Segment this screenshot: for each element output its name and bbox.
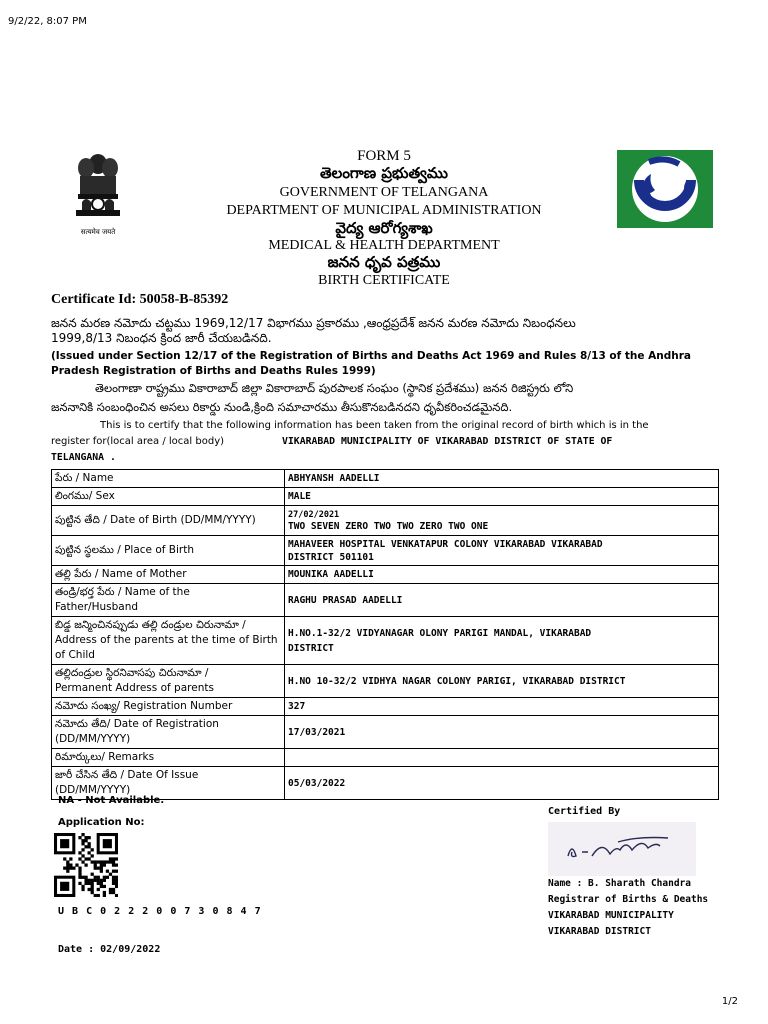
row-label-line-1: నమోదు తేది/ Date of Registration xyxy=(55,718,219,730)
qr-code-icon xyxy=(54,833,118,897)
local-body-name: VIKARABAD MUNICIPALITY OF VIKARABAD DISTRICT OF STATE OF xyxy=(282,436,613,447)
row-value: MOUNIKA AADELLI xyxy=(285,566,719,584)
issued-under-statement: (Issued under Section 12/17 of the Registration of Births and Deaths Act 1969 and Rules 8/13 of the Andhra Pradesh Registration of Births and Deaths Rules 1999) xyxy=(51,350,691,377)
dob-words: TWO SEVEN ZERO TWO TWO ZERO TWO ONE xyxy=(288,520,489,532)
row-label: నమోదు సంఖ్య/ Registration Number xyxy=(52,698,285,716)
table-row xyxy=(52,566,719,584)
table-row xyxy=(52,749,719,767)
telugu-intro-line-1: జనన మరణ నమోదు చట్టము 1969,12/17 విభాగము ప్రకారము ,ఆంధ్రప్రదేశ్ జనన మరణ నమోదు నిబంధనలు xyxy=(51,316,576,330)
telugu-certify-line-2: జననానికి సంబంధించిన అసలు రికార్డు నుండి,క్రింది సమాచారము తీసుకొనబడినదని ధృవీకరించడమైనది. xyxy=(51,400,513,414)
row-label: రిమార్కులు/ Remarks xyxy=(52,749,285,767)
row-value: RAGHU PRASAD AADELLI xyxy=(285,584,719,617)
application-no-label: Application No: xyxy=(58,817,145,828)
row-label: పుట్టిన స్థలము / Place of Birth xyxy=(52,536,285,566)
table-row xyxy=(52,488,719,506)
table-row xyxy=(52,698,719,716)
row-label-line-2: (DD/MM/YYYY) xyxy=(55,733,131,745)
telugu-health-title: వైద్య ఆరోగ్యశాఖ xyxy=(335,219,433,237)
row-label-line-2: Father/Husband xyxy=(55,601,139,613)
row-value: 17/03/2021 xyxy=(285,716,719,749)
table-row xyxy=(52,584,719,617)
page-number: 1/2 xyxy=(721,996,738,1007)
row-label-line-2: Address of the parents at the time of Birth xyxy=(55,634,278,646)
birth-address-line-1: H.NO.1-32/2 VIDYANAGAR OLONY PARIGI MANDAL, VIKARABAD xyxy=(288,627,592,639)
registrar-title: Registrar of Births & Deaths xyxy=(548,894,709,905)
row-label-line-3: of Child xyxy=(55,649,95,661)
certify-text-line-1: This is to certify that the following information has been taken from the original record of birth which is in the xyxy=(100,420,649,431)
row-label-line-2: Permanent Address of parents xyxy=(55,682,214,694)
row-label xyxy=(52,716,285,749)
row-label xyxy=(52,665,285,698)
table-row xyxy=(52,506,719,536)
row-value: ABHYANSH AADELLI xyxy=(285,470,719,488)
telugu-certificate-title: జనన ధృవ పత్రము xyxy=(327,253,441,271)
table-row xyxy=(52,617,719,665)
row-label-line-1: తల్లిదండ్రుల స్థిరనివాసపు చిరునామా / xyxy=(55,667,209,679)
place-line-1: MAHAVEER HOSPITAL VENKATAPUR COLONY VIKARABAD VIKARABAD xyxy=(288,538,603,550)
emblem-motto: सत्यमेव जयते xyxy=(80,228,116,236)
row-label-line-2: (DD/MM/YYYY) xyxy=(55,784,131,796)
registrar-municipality: VIKARABAD MUNICIPALITY xyxy=(548,910,674,921)
govt-title: GOVERNMENT OF TELANGANA xyxy=(279,185,489,200)
birth-address-line-2: DISTRICT xyxy=(288,642,334,654)
row-value: H.NO 10-32/2 VIDHYA NAGAR COLONY PARIGI, VIKARABAD DISTRICT xyxy=(285,665,719,698)
row-label: లింగము/ Sex xyxy=(52,488,285,506)
telugu-intro-line-2: 1999,8/13 నిబంధన క్రింద జారీ చేయబడినది. xyxy=(51,331,272,345)
row-label xyxy=(52,617,285,665)
row-label: పుట్టిన తేది / Date of Birth (DD/MM/YYYY) xyxy=(52,506,285,536)
dob-numeric: 27/02/2021 xyxy=(288,509,340,520)
row-value xyxy=(285,506,719,536)
row-value: MALE xyxy=(285,488,719,506)
row-value xyxy=(285,749,719,767)
table-row xyxy=(52,470,719,488)
signature-image xyxy=(548,822,696,876)
health-department-title: MEDICAL & HEALTH DEPARTMENT xyxy=(268,238,500,253)
local-body-state: TELANGANA . xyxy=(51,452,116,463)
row-label-line-1: జారీ చేసిన తేది / Date Of Issue xyxy=(55,769,199,781)
registrar-district: VIKARABAD DISTRICT xyxy=(548,926,651,937)
certify-text-line-2: register for(local area / local body) xyxy=(51,436,225,447)
row-label-line-1: బిడ్డ జన్మించినప్పుడు తల్లి దండ్రుల చిరునామా / xyxy=(55,619,246,631)
table-row xyxy=(52,716,719,749)
na-note: NA - Not Available. xyxy=(58,795,165,806)
row-value: 05/03/2022 xyxy=(285,767,719,800)
row-label: పేరు / Name xyxy=(52,470,285,488)
telugu-certify-line-1: తెలంగాణా రాష్ట్రము వికారాబాద్ జిల్లా వికారాబాద్ పురపాలక సంఘం (స్థానిక ప్రదేశము) జనన రిజిస్ట్రరు లోని xyxy=(95,381,574,395)
row-value xyxy=(285,617,719,665)
print-datetime: 9/2/22, 8:07 PM xyxy=(8,16,87,27)
table-row xyxy=(52,665,719,698)
certificate-id: Certificate Id: 50058-B-85392 xyxy=(51,292,229,307)
table-row xyxy=(52,536,719,566)
birth-details-table xyxy=(51,469,719,800)
row-label xyxy=(52,584,285,617)
issue-date: Date : 02/09/2022 xyxy=(58,944,161,955)
department-title: DEPARTMENT OF MUNICIPAL ADMINISTRATION xyxy=(226,203,542,218)
certificate-title: BIRTH CERTIFICATE xyxy=(318,273,450,288)
row-value: 327 xyxy=(285,698,719,716)
registrar-name: Name : B. Sharath Chandra xyxy=(548,878,691,889)
application-number: U B C 0 2 2 2 0 0 7 3 0 8 4 7 xyxy=(58,906,262,917)
row-value xyxy=(285,536,719,566)
row-label: తల్లి పేరు / Name of Mother xyxy=(52,566,285,584)
place-line-2: DISTRICT 501101 xyxy=(288,551,374,563)
telugu-govt-title: తెలంగాణ ప్రభుత్వము xyxy=(320,164,448,182)
form-number: FORM 5 xyxy=(357,148,411,164)
certified-by-label: Certified By xyxy=(548,806,621,817)
row-label-line-1: తండ్రి/భర్త పేరు / Name of the xyxy=(55,586,190,598)
